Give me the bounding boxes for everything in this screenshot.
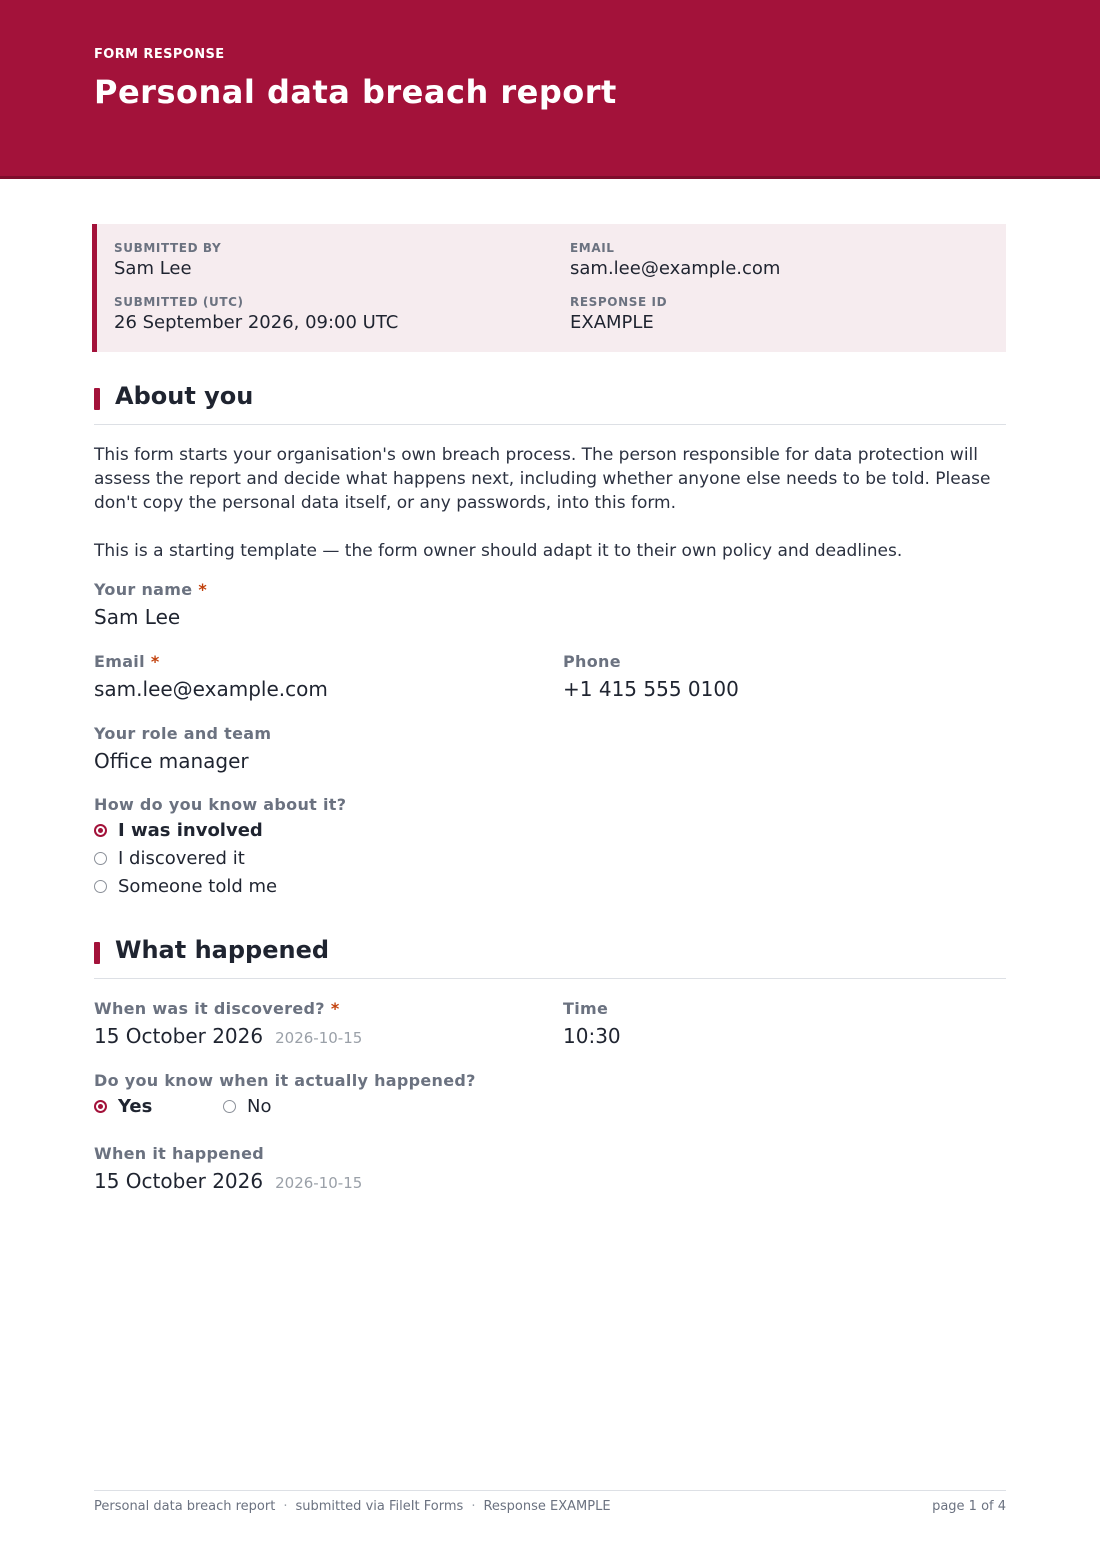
required-mark: * — [198, 580, 208, 599]
page-number: page 1 of 4 — [932, 1499, 1006, 1514]
section-what-happened — [94, 938, 1006, 979]
section-title: About you — [115, 382, 254, 410]
radio-option-yes[interactable] — [94, 1096, 152, 1117]
submission-meta-panel — [92, 224, 1006, 352]
radio-empty-icon — [94, 880, 107, 893]
radio-option-label: No — [247, 1096, 272, 1117]
radio-option-label: Yes — [118, 1096, 153, 1117]
footer-via: submitted via FileIt Forms — [295, 1499, 464, 1514]
response-id-label: RESPONSE ID — [570, 295, 668, 309]
radio-empty-icon — [94, 852, 107, 865]
footer-info: Personal data breach report · submitted via FileIt Forms · Response EXAMPLE — [94, 1499, 611, 1514]
response-id-value: EXAMPLE — [570, 312, 654, 333]
form-response-eyebrow: FORM RESPONSE — [94, 47, 225, 62]
happened-iso-date: 2026-10-15 — [275, 1174, 363, 1192]
radio-option-label: Someone told me — [118, 876, 278, 897]
phone-label: Phone — [563, 652, 621, 671]
section-accent-bar — [94, 388, 100, 410]
happened-value: 15 October 2026 2026-10-15 — [94, 1169, 363, 1193]
submitted-utc-label: SUBMITTED (UTC) — [114, 295, 244, 309]
role-label: Your role and team — [94, 724, 272, 743]
footer-response: Response EXAMPLE — [483, 1499, 611, 1514]
radio-option-label: I was involved — [118, 820, 263, 841]
known-when-label: Do you know when it actually happened? — [94, 1071, 476, 1090]
time-value: 10:30 — [563, 1024, 621, 1048]
radio-empty-icon — [223, 1100, 236, 1113]
section-title: What happened — [115, 936, 330, 964]
radio-selected-icon — [94, 1100, 107, 1113]
footer-form-name: Personal data breach report — [94, 1499, 276, 1514]
submitted-by-label: SUBMITTED BY — [114, 241, 222, 255]
required-mark: * — [150, 652, 160, 671]
email-value: sam.lee@example.com — [570, 258, 781, 279]
response-id — [570, 295, 667, 335]
radio-option-told[interactable] — [94, 876, 277, 897]
how-know-label: How do you know about it? — [94, 795, 347, 814]
page-title: Personal data breach report — [94, 73, 617, 111]
page-footer — [94, 1490, 1006, 1523]
template-note: This is a starting template — the form owner should adapt it to their own policy and deadlines. — [94, 541, 903, 561]
submitted-utc-value: 26 September 2026, 09:00 UTC — [114, 312, 399, 333]
role-value: Office manager — [94, 749, 249, 773]
submitted-by-value: Sam Lee — [114, 258, 192, 279]
section-accent-bar — [94, 942, 100, 964]
required-mark: * — [330, 999, 340, 1018]
your-name-value: Sam Lee — [94, 605, 181, 629]
email-field-label: Email * — [94, 652, 160, 671]
submitted-utc — [114, 295, 398, 335]
section-about-you — [94, 384, 1006, 425]
radio-option-involved[interactable] — [94, 820, 263, 841]
intro-paragraph: This form starts your organisation's own breach process. The person responsible for data protection will assess the report and decide what happens next, including whether anyone else needs to be told. Please don't copy the personal data itself, or any passwords, into this form. — [94, 445, 991, 513]
email-field-value: sam.lee@example.com — [94, 677, 328, 701]
radio-option-discovered[interactable] — [94, 848, 245, 869]
submitter-email — [570, 241, 780, 281]
phone-value: +1 415 555 0100 — [563, 677, 739, 701]
discovered-iso-date: 2026-10-15 — [275, 1029, 363, 1047]
radio-option-no[interactable] — [223, 1096, 271, 1117]
email-label: EMAIL — [570, 241, 615, 255]
discovered-value: 15 October 2026 2026-10-15 — [94, 1024, 363, 1048]
happened-label: When it happened — [94, 1144, 264, 1163]
header-banner — [0, 0, 1100, 179]
your-name-label: Your name * — [94, 580, 208, 599]
radio-option-label: I discovered it — [118, 848, 245, 869]
submitted-by — [114, 241, 221, 281]
discovered-label: When was it discovered? * — [94, 999, 340, 1018]
radio-selected-icon — [94, 824, 107, 837]
time-label: Time — [563, 999, 609, 1018]
